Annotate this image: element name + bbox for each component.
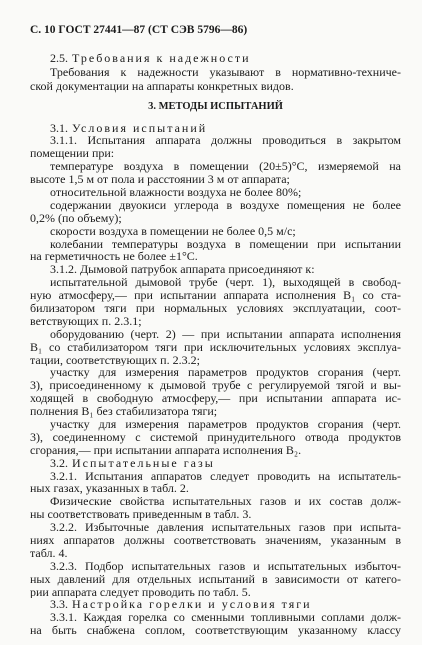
text-line: испытательной дымовой трубе (черт. 1), выходящей в свобод-: [50, 276, 401, 290]
page-content: [30, 24, 401, 637]
text-line: на герметичность не более ±1°С.: [30, 250, 198, 264]
clause-3-2-2: [30, 521, 401, 560]
section-3-3: [30, 598, 401, 637]
connection-measuring-section-adjustable-draught: [30, 366, 401, 418]
text-line: тации, соответствующих п. 2.3.2;: [30, 353, 200, 367]
section-heading-number: 3.1.: [50, 121, 68, 135]
section-heading-title: Испытательные газы: [72, 456, 215, 470]
page-header: С. 10 ГОСТ 27441—87 (СТ СЭВ 5796—86): [30, 24, 248, 36]
text-line: 3.2.3. Подбор испытательных газов и испытательных избыточ-: [50, 559, 401, 573]
connection-equipment: [30, 328, 401, 367]
clause-3-1-2: [30, 263, 401, 276]
condition-co2: [30, 199, 401, 225]
paragraph-gas-properties: [30, 495, 401, 521]
text-line: помещении при:: [30, 147, 115, 161]
text-line: содержании двуокиси углерода в воздухе помещения не более: [50, 198, 401, 212]
clause-3-2-1: [30, 470, 401, 496]
condition-humidity: [30, 186, 401, 199]
section-heading-number: 3.3.: [50, 598, 68, 612]
clause-3-1-1: [30, 134, 401, 160]
text-line: ниях аппаратов должны соответствовать значениям, указанным в: [30, 534, 401, 547]
text-line: полнения В₁ без стабилизатора тяги;: [30, 405, 218, 418]
section-heading-title: Требования к надежности: [72, 51, 251, 65]
section-heading-3-1: [30, 122, 401, 135]
section-heading-2-5: [30, 51, 401, 65]
condition-air-speed: [30, 225, 401, 238]
text-line: участку для измерения параметров продуктов сгорания (черт.: [50, 366, 401, 380]
text-line: ходящей в свободную атмосферу,— при испытании аппарата ис-: [30, 392, 401, 406]
clause-3-3-1: [30, 611, 401, 637]
chapter-title: 3. МЕТОДЫ ИСПЫТАНИЙ: [148, 101, 283, 112]
text-line: 3.3.1. Каждая горелка со сменными топливными соплами долж-: [50, 611, 401, 625]
paragraph-reliability: [30, 65, 401, 93]
section-heading-title: Настройка горелки и условия тяги: [72, 598, 312, 612]
text-line: сгорания,— при испытании аппарата исполнения В₂.: [30, 443, 302, 457]
section-heading-number: 3.2.: [50, 456, 68, 470]
text-line: ны соответствовать приведенным в табл. 3.: [30, 508, 252, 522]
condition-temperature-fluctuation: [30, 238, 401, 264]
text-line: Физические свойства испытательных газов и их состав долж-: [50, 495, 401, 509]
text-line: скорости воздуха в помещении не более 0,5 м/с;: [50, 224, 296, 238]
text-line: ную атмосферу,— при испытании аппарата исполнения В₁ со ста-: [30, 289, 401, 302]
text-line: 3.1.2. Дымовой патрубок аппарата присоединяют к:: [50, 263, 315, 277]
text-line: ской документации на аппараты конкретных видов.: [30, 79, 294, 93]
section-heading-number: 2.5.: [50, 51, 68, 65]
text-line: 3.2.1. Испытания аппаратов следует проводить на испытатель-: [50, 469, 401, 483]
text-line: ных давлений для отдельных испытаний в зависимости от катего-: [30, 572, 401, 586]
section-heading-3-2: [30, 457, 401, 470]
text-line: на быть снабжена соплом, соответствующим указанному классу: [30, 624, 401, 638]
text-line: ных газах, указанных в табл. 2.: [30, 482, 189, 496]
text-line: Требования к надежности указывают в нормативно-техниче-: [50, 65, 401, 79]
clause-3-2-3: [30, 560, 401, 599]
section-2-5: [30, 51, 401, 93]
chapter-3-body: [30, 122, 401, 638]
text-line: 3), соединенному с системой принудительного отвода продуктов: [30, 430, 401, 444]
condition-temperature: [30, 160, 401, 186]
text-line: высоте 1,5 м от пола и расстоянии 3 м от аппарата;: [30, 173, 290, 186]
text-line: 3.2.2. Избыточные давления испытательных газов при испыта-: [50, 521, 401, 534]
text-line: рии аппарата следует проводить по табл. 5.: [30, 585, 251, 599]
connection-measuring-section-forced-exhaust: [30, 418, 401, 457]
text-line: колебании температуры воздуха в помещении при испытании: [50, 237, 401, 251]
text-line: относительной влажности воздуха не более 80%;: [50, 185, 302, 199]
text-line: ветствующих п. 2.3.1;: [30, 314, 142, 328]
text-line: оборудованию (черт. 2) — при испытании аппарата исполнения: [50, 327, 401, 341]
text-line: температуре воздуха в помещении (20±5)°С, измеряемой на: [50, 160, 401, 174]
text-line: В₁ со стабилизатором тяги при исключительных условиях эксплуа-: [30, 340, 401, 354]
text-line: участку для измерения параметров продуктов сгорания (черт.: [50, 417, 401, 431]
section-3-2: [30, 457, 401, 599]
section-3-1: [30, 122, 401, 457]
text-line: табл. 4.: [30, 546, 68, 560]
text-line: билизатором тяги при нормальных условиях эксплуатации, соот-: [30, 301, 401, 315]
text-line: 3.1.1. Испытания аппарата должны проводиться в закрытом: [50, 134, 401, 148]
section-heading-title: Условия испытаний: [72, 121, 208, 135]
section-heading-3-3: [30, 598, 401, 611]
connection-test-chimney: [30, 276, 401, 328]
text-line: 0,2% (по объему);: [30, 211, 122, 225]
text-line: 3), присоединенному к дымовой трубе с регулируемой тягой и вы-: [30, 379, 401, 393]
